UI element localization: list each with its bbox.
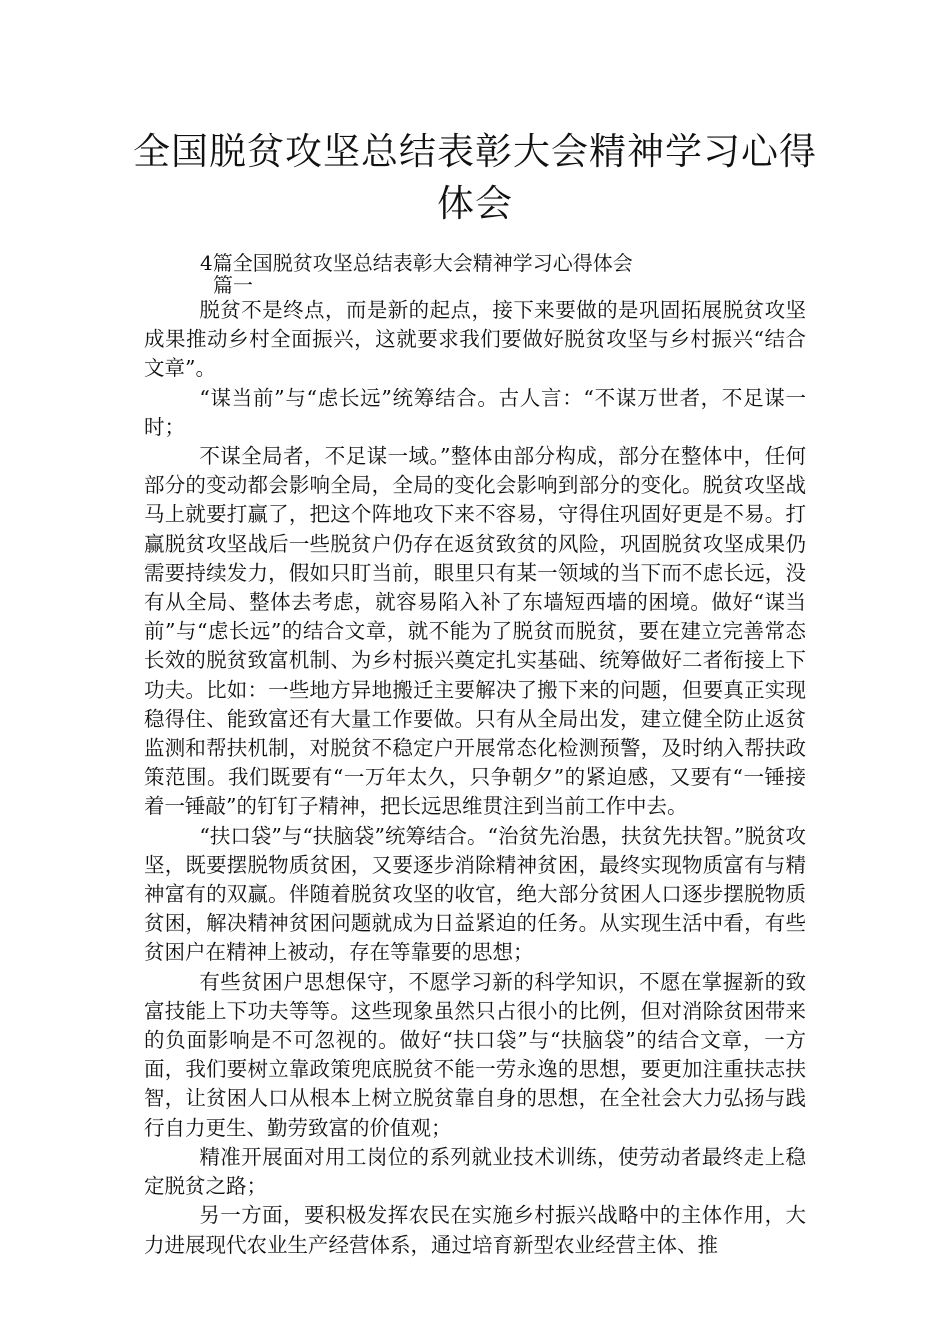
section-label: 篇一 xyxy=(213,273,253,297)
paragraph: 有些贫困户思想保守，不愿学习新的科学知识，不愿在掌握新的致富技能上下功夫等等。这些现象虽然只占很小的比例，但对消除贫困带来的负面影响是不可忽视的。做好“扶口袋”与“扶脑袋”的结合文章，一方面，我们要树立靠政策兜底脱贫不能一劳永逸的思想，要更加注重扶志扶智，让贫困人口从根本上树立脱贫靠自身的思想，在全社会大力弘扬与践行自力更生、勤劳致富的价值观； xyxy=(144,969,806,1140)
paragraph: 另一方面，要积极发挥农民在实施乡村振兴战略中的主体作用，大力进展现代农业生产经营体系，通过培育新型农业经营主体、推 xyxy=(144,1203,806,1257)
paragraph: “扶口袋”与“扶脑袋”统筹结合。“治贫先治愚，扶贫先扶智。”脱贫攻坚，既要摆脱物质贫困，又要逐步消除精神贫困，最终实现物质富有与精神富有的双赢。伴随着脱贫攻坚的收官，绝大部分贫困人口逐步摆脱物质贫困，解决精神贫困问题就成为日益紧迫的任务。从实现生活中看，有些贫困户在精神上被动，存在等靠要的思想； xyxy=(144,823,806,965)
document-subtitle: 4篇全国脱贫攻坚总结表彰大会精神学习心得体会 xyxy=(200,251,633,275)
paragraph: “谋当前”与“虑长远”统筹结合。古人言：“不谋万世者，不足谋一时； xyxy=(144,385,806,439)
paragraph: 不谋全局者，不足谋一域。”整体由部分构成，部分在整体中，任何部分的变动都会影响全局，全局的变化会影响到部分的变化。脱贫攻坚战马上就要打赢了，把这个阵地攻下来不容易，守得住巩固好更是不易。打赢脱贫攻坚战后一些脱贫户仍存在返贫致贫的风险，巩固脱贫攻坚成果仍需要持续发力，假如只盯当前，眼里只有某一领域的当下而不虑长远，没有从全局、整体去考虑，就容易陷入补了东墙短西墙的困境。做好“谋当前”与“虑长远”的结合文章，就不能为了脱贫而脱贫，要在建立完善常态长效的脱贫致富机制、为乡村振兴奠定扎实基础、统筹做好二者衔接上下功夫。比如：一些地方异地搬迁主要解决了搬下来的问题，但要真正实现稳得住、能致富还有大量工作要做。只有从全局出发，建立健全防止返贫监测和帮扶机制，对脱贫不稳定户开展常态化检测预警，及时纳入帮扶政策范围。我们既要有“一万年太久，只争朝夕”的紧迫感，又要有“一锤接着一锤敲”的钉钉子精神，把长远思维贯注到当前工作中去。 xyxy=(144,444,806,819)
document-body xyxy=(144,296,806,1260)
paragraph: 脱贫不是终点，而是新的起点，接下来要做的是巩固拓展脱贫攻坚成果推动乡村全面振兴，这就要求我们要做好脱贫攻坚与乡村振兴“结合文章”。 xyxy=(144,298,806,381)
paragraph: 精准开展面对用工岗位的系列就业技术训练，使劳动者最终走上稳定脱贫之路； xyxy=(144,1144,806,1199)
document-title: 全国脱贫攻坚总结表彰大会精神学习心得体会 xyxy=(133,130,817,225)
